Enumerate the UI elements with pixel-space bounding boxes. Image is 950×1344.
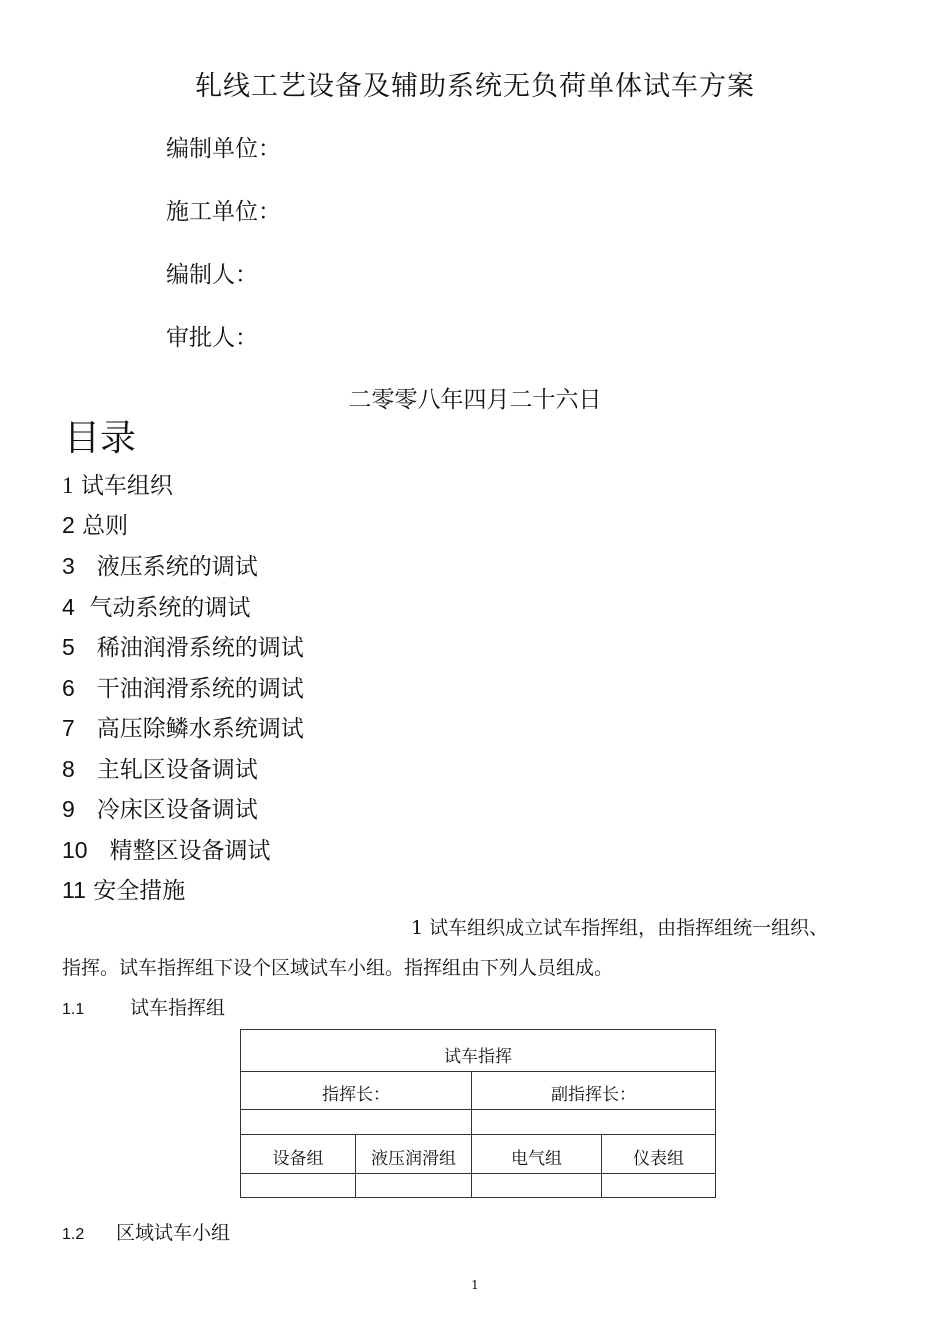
section-label: 试车指挥组 bbox=[130, 997, 226, 1019]
empty-cell bbox=[472, 1110, 716, 1135]
toc-item-number: 8 bbox=[62, 756, 75, 782]
toc-item-number: 4 bbox=[62, 594, 75, 620]
empty-cell bbox=[241, 1110, 472, 1135]
toc-item bbox=[62, 832, 271, 865]
toc-item-separator bbox=[75, 554, 97, 580]
group-cell-instrument: 仪表组 bbox=[602, 1135, 716, 1174]
paragraph-line-1: 1 试车组织成立试车指挥组，由指挥组统一组织、 bbox=[411, 917, 829, 939]
paragraph-line-2: 指挥。试车指挥组下设个区域试车小组。指挥组由下列人员组成。 bbox=[62, 957, 614, 979]
toc-item bbox=[62, 710, 304, 743]
compiler-field: 编制人： bbox=[166, 262, 258, 288]
empty-cell bbox=[602, 1174, 716, 1198]
section-1-2-heading bbox=[62, 1218, 230, 1245]
toc-item-separator bbox=[75, 797, 97, 823]
toc-item bbox=[62, 791, 258, 824]
toc-item-separator bbox=[75, 595, 90, 621]
construction-unit-field: 施工单位： bbox=[166, 199, 281, 225]
toc-item bbox=[62, 467, 173, 500]
toc-item-label: 气动系统的调试 bbox=[89, 595, 251, 621]
toc-item-label: 干油润滑系统的调试 bbox=[96, 676, 304, 702]
org-table-header: 试车指挥 bbox=[241, 1030, 716, 1072]
group-cell-hydraulic: 液压润滑组 bbox=[356, 1135, 472, 1174]
toc-item-label: 试车组织 bbox=[80, 473, 173, 499]
toc-item-number: 3 bbox=[62, 553, 75, 579]
toc-item bbox=[62, 670, 304, 703]
empty-cell bbox=[356, 1174, 472, 1198]
toc-item-label: 高压除鳞水系统调试 bbox=[96, 716, 304, 742]
toc-item-number: 2 bbox=[62, 512, 75, 538]
toc-item-number: 7 bbox=[62, 715, 75, 741]
section-number: 1.1 bbox=[62, 1001, 85, 1018]
toc-item-number: 11 bbox=[62, 877, 86, 903]
toc-item-separator bbox=[74, 473, 81, 499]
page-number: 1 bbox=[471, 1278, 479, 1292]
toc-item bbox=[62, 629, 304, 662]
org-table bbox=[240, 1029, 716, 1198]
toc-item-number: 5 bbox=[62, 634, 75, 660]
toc-item-label: 液压系统的调试 bbox=[96, 554, 258, 580]
empty-cell bbox=[472, 1174, 602, 1198]
compiler-unit-field: 编制单位： bbox=[166, 136, 281, 162]
toc-item-label: 安全措施 bbox=[93, 878, 186, 904]
toc-item-separator bbox=[75, 513, 82, 539]
toc-item-label: 总则 bbox=[82, 513, 129, 539]
toc-item bbox=[62, 507, 128, 540]
document-title: 轧线工艺设备及辅助系统无负荷单体试车方案 bbox=[195, 71, 755, 102]
toc-item-label: 精整区设备调试 bbox=[109, 838, 271, 864]
toc-item-number: 1 bbox=[62, 473, 74, 498]
toc-item bbox=[62, 548, 258, 581]
toc-item-label: 主轧区设备调试 bbox=[96, 757, 258, 783]
group-cell-equipment: 设备组 bbox=[241, 1135, 356, 1174]
toc-item-number: 9 bbox=[62, 796, 75, 822]
toc-item-label: 冷床区设备调试 bbox=[96, 797, 258, 823]
toc-item-number: 6 bbox=[62, 675, 75, 701]
document-date: 二零零八年四月二十六日 bbox=[348, 387, 602, 413]
toc-item-separator bbox=[75, 716, 97, 742]
toc-item-separator bbox=[75, 676, 97, 702]
toc-item bbox=[62, 589, 250, 622]
toc-item-separator bbox=[75, 635, 97, 661]
section-number: 1.2 bbox=[62, 1226, 85, 1243]
section-label: 区域试车小组 bbox=[116, 1222, 231, 1244]
toc-item-separator bbox=[75, 757, 97, 783]
empty-cell bbox=[241, 1174, 356, 1198]
commander-cell: 指挥长： bbox=[241, 1072, 472, 1110]
toc-item-number: 10 bbox=[62, 837, 88, 863]
approver-field: 审批人： bbox=[166, 325, 258, 351]
toc-heading: 目录 bbox=[64, 418, 137, 459]
toc-item bbox=[62, 872, 185, 905]
toc-item-separator bbox=[88, 838, 110, 864]
toc-item bbox=[62, 751, 258, 784]
section-1-1-heading bbox=[62, 993, 225, 1020]
group-cell-electrical: 电气组 bbox=[472, 1135, 602, 1174]
vice-commander-cell: 副指挥长： bbox=[472, 1072, 716, 1110]
toc-item-label: 稀油润滑系统的调试 bbox=[96, 635, 304, 661]
